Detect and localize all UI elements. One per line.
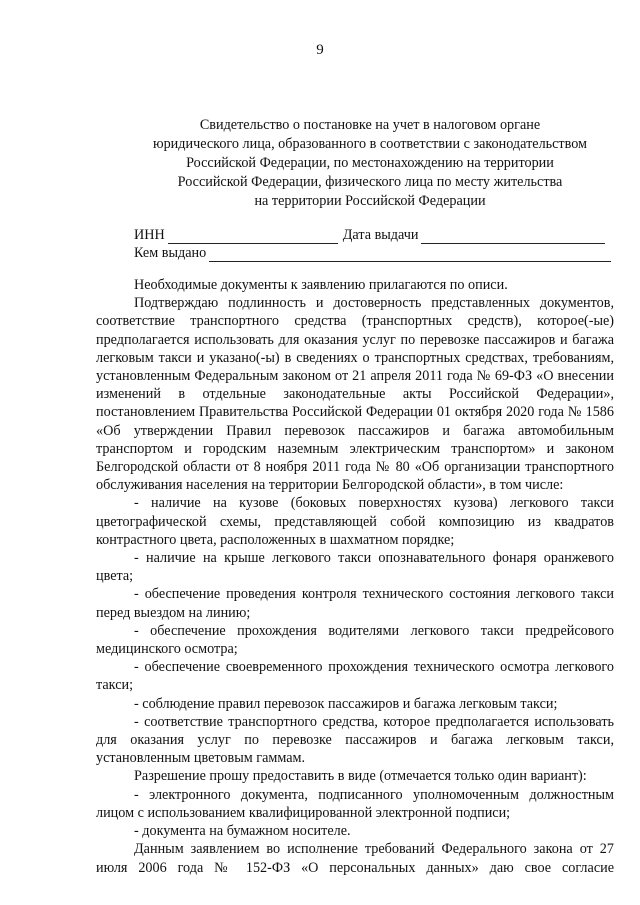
list-item: - соответствие транспортного средства, которое предполагается использовать для оказания услуг по перевозке пассажиров и багажа легковым такси, установленным цветовым гаммам. [96, 713, 614, 767]
issued-by-label: Кем выдано [134, 245, 207, 261]
list-item: - наличие на крыше легкового такси опознавательного фонаря оранжевого цвета; [96, 550, 614, 585]
list-item: - обеспечение прохождения водителями легкового такси предрейсового медицинского осмотра; [96, 622, 614, 658]
paragraph-partial: Данным заявлением во исполнение требований Федерального закона от 27 июля 2006 года № 152-ФЗ «О персональных данных» даю свое согласие [96, 841, 614, 876]
title-line: Российской Федерации, по местонахождению на территории [186, 155, 554, 171]
title-line: Российской Федерации, физического лица по месту жительства [177, 174, 563, 190]
inn-label: ИНН [134, 227, 165, 243]
certificate-fields [134, 226, 614, 262]
title-line: Свидетельство о постановке на учет в налоговом органе [199, 117, 541, 133]
option-item: - документа на бумажном носителе. [134, 823, 351, 840]
issued-by-row [134, 244, 614, 262]
paragraph: Необходимые документы к заявлению прилагаются по описи. [134, 277, 508, 293]
title-line: юридического лица, образованного в соответствии с законодательством [152, 136, 588, 152]
page-number: 9 [316, 42, 324, 58]
issue-date-field-line[interactable] [421, 230, 605, 244]
list-item: - наличие на кузове (боковых поверхностях кузова) легкового такси цветографической схемы, представляющей собой композицию из квадратов контрастного цвета, расположенных в шахматном порядке; [96, 495, 614, 548]
list-item: - обеспечение проведения контроля технического состояния легкового такси перед выездом на линию; [96, 586, 614, 621]
title-line: на территории Российской Федерации [254, 193, 486, 209]
section-title [96, 116, 640, 211]
issued-by-field-line[interactable] [209, 248, 611, 262]
list-item: - соблюдение правил перевозок пассажиров и багажа легковым такси; [134, 695, 558, 712]
paragraph: Разрешение прошу предоставить в виде (отмечается только один вариант): [134, 768, 587, 785]
issue-date-label: Дата выдачи [342, 227, 419, 243]
document-body [96, 276, 614, 877]
inn-field-line[interactable] [168, 230, 338, 244]
paragraph: Подтверждаю подлинность и достоверность представленных документов, соответствие транспортного средства (транспортных средств), которое(-ые) предполагается использовать для оказания услуг по перевозке пассажиров и багажа легковым такси и указано(-ы) в сведениях о транспортных средствах, требованиям, установленным Федеральным законом от 21 апреля 2011 года № 69-ФЗ «О внесении изменений в отдельные законодательные акты Российской Федерации», постановлением Правительства Российской Федерации 01 октября 2020 года № 1586 «Об утверждении Правил перевозок пассажиров и багажа автомобильным транспортом и городским наземным электрическим транспортом» и законом Белгородской области от 8 ноября 2011 года № 80 «Об организации транспортного обслуживания населения на территории Белгородской области», в том числе: [96, 295, 614, 494]
list-item: - обеспечение своевременного прохождения технического осмотра легкового такси; [96, 659, 614, 694]
inn-row [134, 226, 614, 244]
option-item: - электронного документа, подписанного уполномоченным должностным лицом с использованием квалифицированной электронной подписи; [96, 786, 614, 821]
